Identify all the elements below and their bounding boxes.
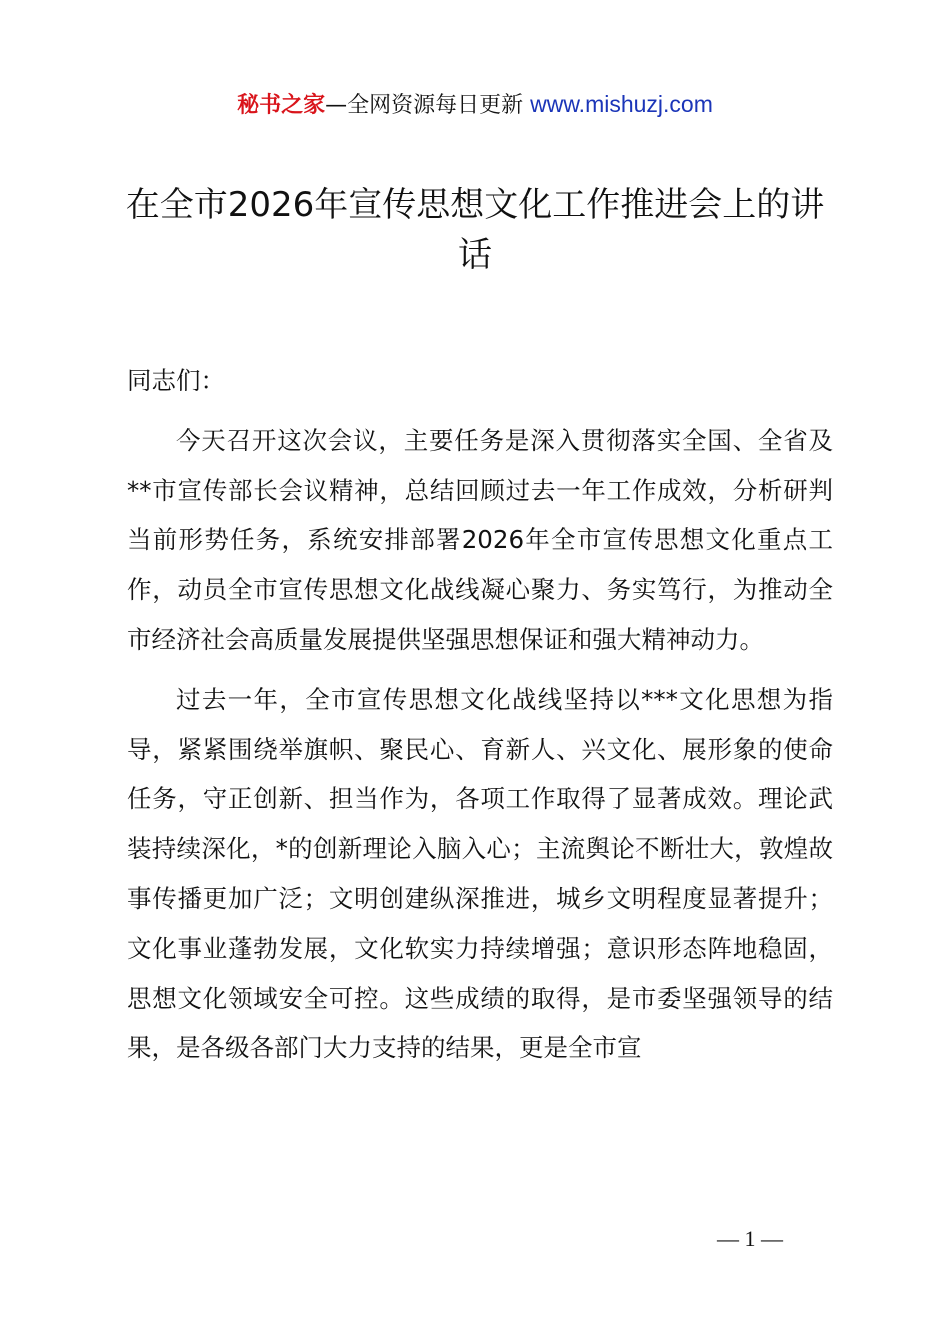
site-url-link[interactable]: www.mishuzj.com <box>530 91 713 117</box>
document-body <box>127 356 833 1083</box>
site-header <box>0 88 950 122</box>
page-number: — 1 — <box>717 1226 783 1251</box>
document-title: 在全市2026年宣传思想文化工作推进会上的讲话 <box>125 185 825 275</box>
site-tagline: —全网资源每日更新 <box>325 93 531 118</box>
greeting: 同志们： <box>127 366 225 395</box>
body-paragraph-2: 过去一年，全市宣传思想文化战线坚持以***文化思想为指导，紧紧围绕举旗帜、聚民心、育新人、兴文化、展形象的使命任务，守正创新、担当作为，各项工作取得了显著成效。理论武装持续深化，*的创新理论入脑入心；主流舆论不断壮大，敦煌故事传播更加广泛；文明创建纵深推进，城乡文明程度显著提升；文化事业蓬勃发展，文化软实力持续增强；意识形态阵地稳固，思想文化领域安全可控。这些成绩的取得，是市委坚强领导的结果，是各级各部门大力支持的结果，更是全市宣 <box>127 684 833 1063</box>
site-brand: 秘书之家 <box>237 93 326 118</box>
body-paragraph-1: 今天召开这次会议，主要任务是深入贯彻落实全国、全省及**市宣传部长会议精神，总结回顾过去一年工作成效，分析研判当前形势任务，系统安排部署2026年全市宣传思想文化重点工作，动员全市宣传思想文化战线凝心聚力、务实笃行，为推动全市经济社会高质量发展提供坚强思想保证和强大精神动力。 <box>127 425 833 654</box>
